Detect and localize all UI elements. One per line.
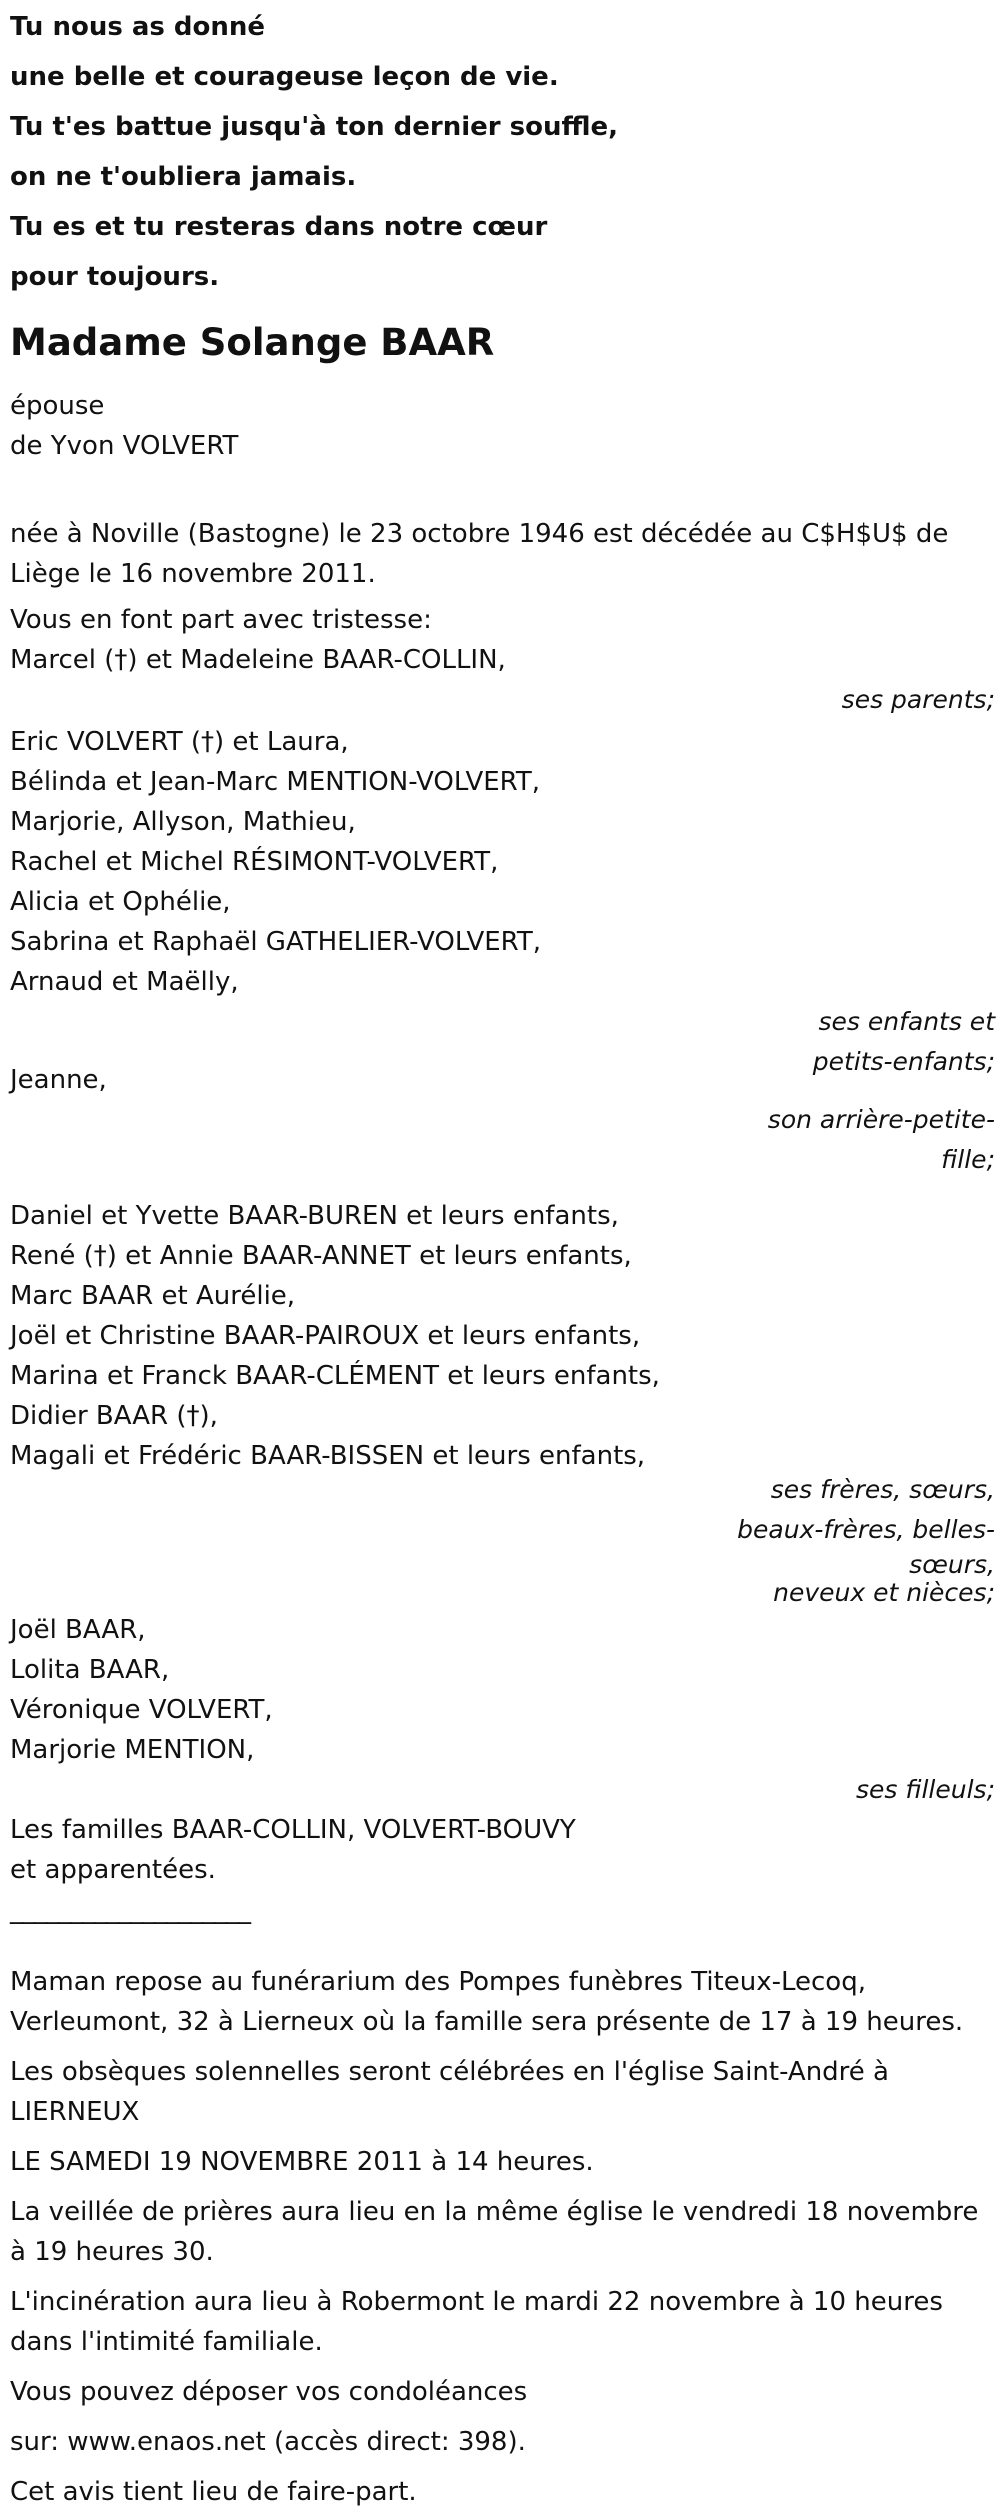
role-label: fille; [941,1145,995,1174]
sibling-line: René (†) et Annie BAAR-ANNET et leurs enfants, [10,1241,632,1271]
role-label: neveux et nièces; [773,1578,995,1607]
info-line: dans l'intimité familiale. [10,2327,323,2357]
role-label: ses parents; [841,685,995,714]
families-line: et apparentées. [10,1855,216,1885]
godchild-line: Marjorie MENTION, [10,1735,255,1765]
spouse-name: de Yvon VOLVERT [10,431,239,461]
intro-text: Vous en font part avec tristesse: [10,605,432,635]
info-line: Verleumont, 32 à Lierneux où la famille sera présente de 17 à 19 heures. [10,2007,964,2037]
spouse-label: épouse [10,391,105,421]
role-label: ses enfants et [818,1007,995,1036]
great-grandchild-line: Jeanne, [10,1065,107,1095]
info-line: La veillée de prières aura lieu en la même église le vendredi 18 novembre [10,2197,979,2227]
sibling-line: Marina et Franck BAAR-CLÉMENT et leurs enfants, [10,1361,660,1391]
godchild-line: Joël BAAR, [10,1615,146,1645]
children-line: Alicia et Ophélie, [10,887,231,917]
godchild-line: Véronique VOLVERT, [10,1695,273,1725]
info-line: Maman repose au funérarium des Pompes funèbres Titeux-Lecoq, [10,1967,866,1997]
children-line: Arnaud et Maëlly, [10,967,239,997]
info-line: Les obsèques solennelles seront célébrées en l'église Saint-André à [10,2057,889,2087]
parents-line: Marcel (†) et Madeleine BAAR-COLLIN, [10,645,506,675]
poem-line: Tu nous as donné [10,12,266,42]
children-line: Sabrina et Raphaël GATHELIER-VOLVERT, [10,927,541,957]
families-line: Les familles BAAR-COLLIN, VOLVERT-BOUVY [10,1815,576,1845]
children-line: Rachel et Michel RÉSIMONT-VOLVERT, [10,847,499,877]
sibling-line: Marc BAAR et Aurélie, [10,1281,296,1311]
sibling-line: Daniel et Yvette BAAR-BUREN et leurs enfants, [10,1201,619,1231]
sibling-line: Didier BAAR (†), [10,1401,218,1431]
role-label: sœurs, [909,1550,995,1579]
poem-line: Tu t'es battue jusqu'à ton dernier souffle, [10,112,619,142]
obituary-notice [10,0,995,2512]
poem [10,2,995,302]
role-label: ses filleuls; [855,1775,995,1804]
poem-line: on ne t'oubliera jamais. [10,162,357,192]
info-line: sur: www.enaos.net (accès direct: 398). [10,2427,526,2457]
role-label: petits-enfants; [812,1047,995,1076]
children-line: Eric VOLVERT (†) et Laura, [10,727,349,757]
info-line: Cet avis tient lieu de faire-part. [10,2477,417,2507]
birth-death-line: Liège le 16 novembre 2011. [10,559,376,589]
poem-line: Tu es et tu resteras dans notre cœur [10,212,548,242]
sibling-line: Joël et Christine BAAR-PAIROUX et leurs enfants, [10,1321,641,1351]
role-label: beaux-frères, belles- [737,1515,995,1544]
deceased-name: Madame Solange BAAR [10,321,495,364]
children-line: Marjorie, Allyson, Mathieu, [10,807,356,837]
info-line: L'incinération aura lieu à Robermont le mardi 22 novembre à 10 heures [10,2287,943,2317]
role-label: ses frères, sœurs, [770,1475,995,1504]
info-line: LE SAMEDI 19 NOVEMBRE 2011 à 14 heures. [10,2147,594,2177]
poem-line: une belle et courageuse leçon de vie. [10,62,559,92]
separator-line: ____________________ [10,1895,250,1925]
role-label: son arrière-petite- [767,1105,995,1134]
birth-death-line: née à Noville (Bastogne) le 23 octobre 1946 est décédée au C$H$U$ de [10,519,949,549]
sibling-line: Magali et Frédéric BAAR-BISSEN et leurs enfants, [10,1441,646,1471]
info-line: LIERNEUX [10,2097,140,2127]
children-line: Bélinda et Jean-Marc MENTION-VOLVERT, [10,767,541,797]
poem-line: pour toujours. [10,262,220,292]
info-line: à 19 heures 30. [10,2237,214,2267]
info-line: Vous pouvez déposer vos condoléances [10,2377,528,2407]
godchild-line: Lolita BAAR, [10,1655,170,1685]
